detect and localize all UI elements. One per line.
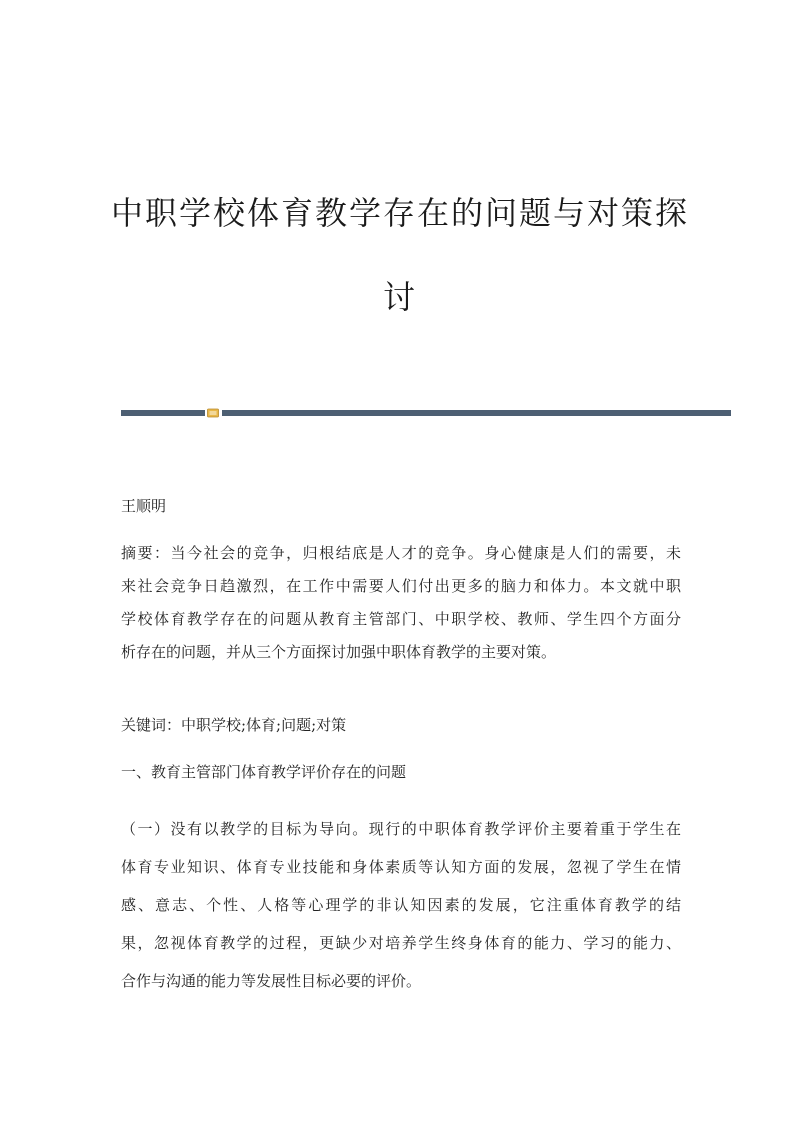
abstract-line: 析存在的问题，并从三个方面探讨加强中职体育教学的主要对策。 bbox=[121, 643, 557, 661]
paragraph-line: 果，忽视体育教学的过程，更缺少对培养学生终身体育的能力、学习的能力、 bbox=[121, 934, 681, 952]
abstract-line: 摘要：当今社会的竞争，归根结底是人才的竞争。身心健康是人们的需要，未 bbox=[121, 544, 681, 562]
title-divider bbox=[121, 408, 731, 418]
book-ornament-icon bbox=[207, 408, 219, 418]
abstract bbox=[121, 537, 681, 669]
paragraph-line: 体育专业知识、体育专业技能和身体素质等认知方面的发展，忽视了学生在情 bbox=[121, 858, 681, 876]
divider-bar-right bbox=[222, 410, 731, 416]
paragraph-line: （一）没有以教学的目标为导向。现行的中职体育教学评价主要着重于学生在 bbox=[121, 820, 681, 838]
abstract-line: 学校体育教学存在的问题从教育主管部门、中职学校、教师、学生四个方面分 bbox=[121, 610, 681, 628]
abstract-line: 来社会竞争日趋激烈，在工作中需要人们付出更多的脑力和体力。本文就中职 bbox=[121, 577, 681, 595]
section-heading: 一、教育主管部门体育教学评价存在的问题 bbox=[121, 763, 407, 781]
paragraph-line: 感、意志、个性、人格等心理学的非认知因素的发展，它注重体育教学的结 bbox=[121, 896, 681, 914]
divider-bar-left bbox=[121, 410, 205, 416]
document-title-line-1: 中职学校体育教学存在的问题与对策探 bbox=[110, 194, 689, 232]
paragraph bbox=[121, 810, 681, 1000]
author-name: 王顺明 bbox=[121, 497, 167, 515]
document-title-line-2: 讨 bbox=[382, 278, 417, 316]
keywords: 关键词：中职学校;体育;问题;对策 bbox=[121, 716, 347, 734]
paragraph-line: 合作与沟通的能力等发展性目标必要的评价。 bbox=[121, 972, 422, 990]
